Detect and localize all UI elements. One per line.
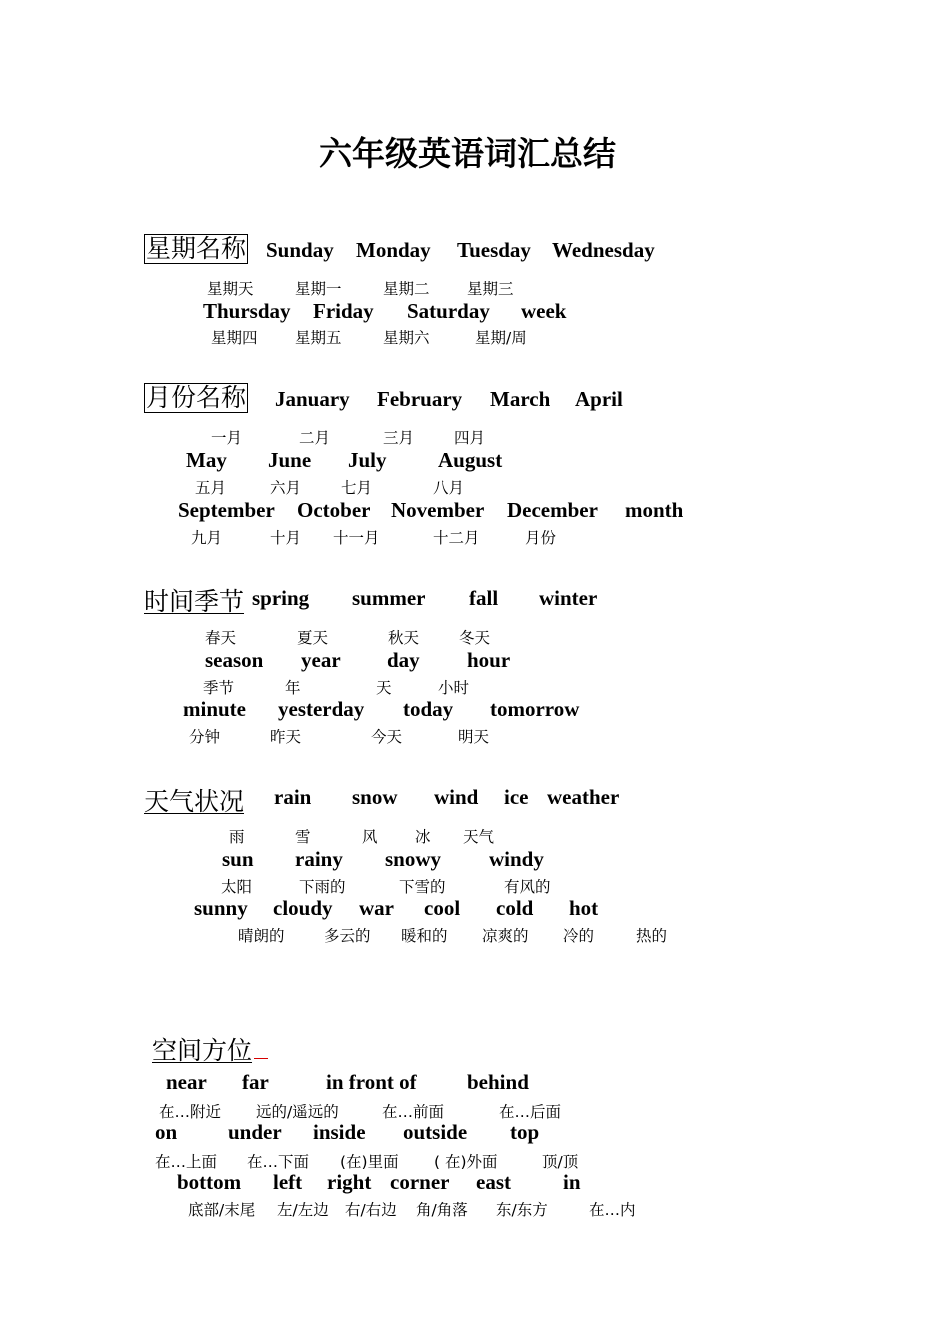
word-en: December [507,498,598,522]
word-zh: 角/角落 [416,1201,468,1219]
word-zh: 星期三 [467,280,514,298]
word-en: rainy [295,847,343,871]
word-zh: 天气 [463,828,495,846]
word-en: minute [183,697,246,721]
word-en: wind [434,785,479,809]
word-en: January [275,387,350,411]
word-zh: 在…上面 [155,1153,218,1171]
word-zh: 远的/遥远的 [256,1103,339,1121]
word-zh: 八月 [433,479,465,497]
section-heading-seasons: 时间季节 [144,587,245,616]
word-en: on [155,1120,178,1144]
word-zh: 星期五 [295,329,342,347]
word-en: far [242,1070,269,1094]
word-en: today [403,697,454,721]
word-zh: 十一月 [333,529,380,547]
word-en: right [327,1170,372,1194]
word-zh: 季节 [203,679,235,697]
word-en: yesterday [278,697,365,721]
word-en: in front of [326,1070,417,1094]
word-en: snow [352,785,398,809]
word-zh: 七月 [341,479,373,497]
word-zh: 星期四 [211,329,258,347]
word-zh: 五月 [195,479,227,497]
word-en: rain [274,785,312,809]
word-zh: 下雨的 [299,878,346,896]
word-zh: 在…附近 [159,1103,222,1121]
word-zh: ( 在)外面 [434,1153,498,1171]
word-zh: 右/右边 [345,1201,397,1219]
word-zh: 在…下面 [247,1153,310,1171]
word-en: April [575,387,623,411]
word-en: bottom [177,1170,242,1194]
word-en: behind [467,1070,529,1094]
section-heading-months: 月份名称 [146,383,247,412]
word-en: weather [547,785,620,809]
word-en: in [563,1170,581,1194]
word-zh: 三月 [383,429,415,447]
word-en: February [377,387,463,411]
word-zh: 太阳 [221,878,253,896]
word-en: winter [539,586,598,610]
word-en: east [476,1170,511,1194]
word-zh: 星期一 [295,280,342,298]
word-zh: 秋天 [388,629,420,647]
word-en: outside [403,1120,468,1144]
page-title: 六年级英语词汇总结 [319,134,616,173]
word-en: Friday [313,299,374,323]
word-en: Saturday [407,299,490,323]
word-zh: 在…内 [589,1201,636,1219]
word-en: October [297,498,371,522]
word-en: ice [504,785,529,809]
word-en: under [228,1120,282,1144]
word-zh: 六月 [270,479,302,497]
word-zh: 凉爽的 [482,927,529,945]
red-underline-mark [254,1058,268,1059]
word-zh: 东/东方 [496,1201,548,1219]
word-zh: 晴朗的 [238,927,285,945]
word-zh: 十月 [270,529,302,547]
word-zh: 星期天 [207,280,254,298]
word-en: July [348,448,387,472]
word-zh: 星期六 [383,329,430,347]
word-en: tomorrow [490,697,580,721]
section-heading-weekdays: 星期名称 [146,234,247,263]
word-zh: 二月 [299,429,331,447]
section-heading-position: 空间方位 [152,1036,253,1065]
word-en: May [186,448,227,472]
word-zh: 热的 [636,927,668,945]
word-en: sunny [194,896,248,920]
word-zh: 十二月 [433,529,480,547]
section-heading-weather: 天气状况 [144,787,245,816]
word-zh: 底部/末尾 [188,1201,256,1219]
word-en: sun [222,847,254,871]
word-zh: 春天 [205,629,237,647]
word-zh: 冰 [415,828,431,846]
word-zh: 暖和的 [401,927,448,945]
word-zh: 在…前面 [382,1103,445,1121]
word-en: season [205,648,264,672]
word-en: August [438,448,503,472]
word-zh: 下雪的 [399,878,446,896]
word-zh: 夏天 [297,629,329,647]
word-en: hour [467,648,511,672]
word-en: June [268,448,312,472]
word-zh: 冬天 [459,629,491,647]
word-en: war [359,896,394,920]
word-zh: 九月 [191,529,223,547]
word-en: hot [569,896,599,920]
word-zh: 风 [362,828,378,846]
word-en: cold [496,896,534,920]
word-zh: 左/左边 [277,1201,329,1219]
word-zh: 星期二 [383,280,430,298]
word-en: spring [252,586,310,610]
word-en: corner [390,1170,450,1194]
word-zh: (在)里面 [340,1153,399,1171]
word-en: summer [352,586,426,610]
word-en: week [521,299,567,323]
word-zh: 年 [285,679,301,697]
word-en: Thursday [203,299,291,323]
word-en: September [178,498,275,522]
word-zh: 分钟 [189,728,221,746]
word-zh: 有风的 [504,878,551,896]
word-en: Wednesday [552,238,655,262]
word-en: Sunday [266,238,334,262]
word-en: November [391,498,485,522]
word-en: day [387,648,420,672]
word-zh: 天 [376,679,392,697]
word-en: March [490,387,551,411]
word-en: windy [489,847,544,871]
word-en: inside [313,1120,366,1144]
word-zh: 月份 [525,529,557,547]
word-zh: 多云的 [324,927,371,945]
word-en: cloudy [273,896,333,920]
word-en: top [510,1120,540,1144]
word-zh: 星期/周 [475,329,527,347]
word-en: cool [424,896,461,920]
word-zh: 今天 [371,728,403,746]
word-zh: 在…后面 [499,1103,562,1121]
word-en: left [273,1170,303,1194]
word-en: fall [469,586,499,610]
word-zh: 顶/顶 [542,1153,579,1171]
word-en: near [166,1070,207,1094]
word-en: year [301,648,341,672]
word-zh: 冷的 [563,927,595,945]
word-en: snowy [385,847,442,871]
word-zh: 小时 [438,679,470,697]
word-zh: 四月 [454,429,486,447]
word-en: month [625,498,684,522]
word-en: Monday [356,238,431,262]
word-zh: 一月 [211,429,243,447]
word-zh: 雪 [295,828,311,846]
word-zh: 明天 [458,728,490,746]
word-zh: 昨天 [270,728,302,746]
word-en: Tuesday [457,238,531,262]
word-zh: 雨 [229,828,245,846]
